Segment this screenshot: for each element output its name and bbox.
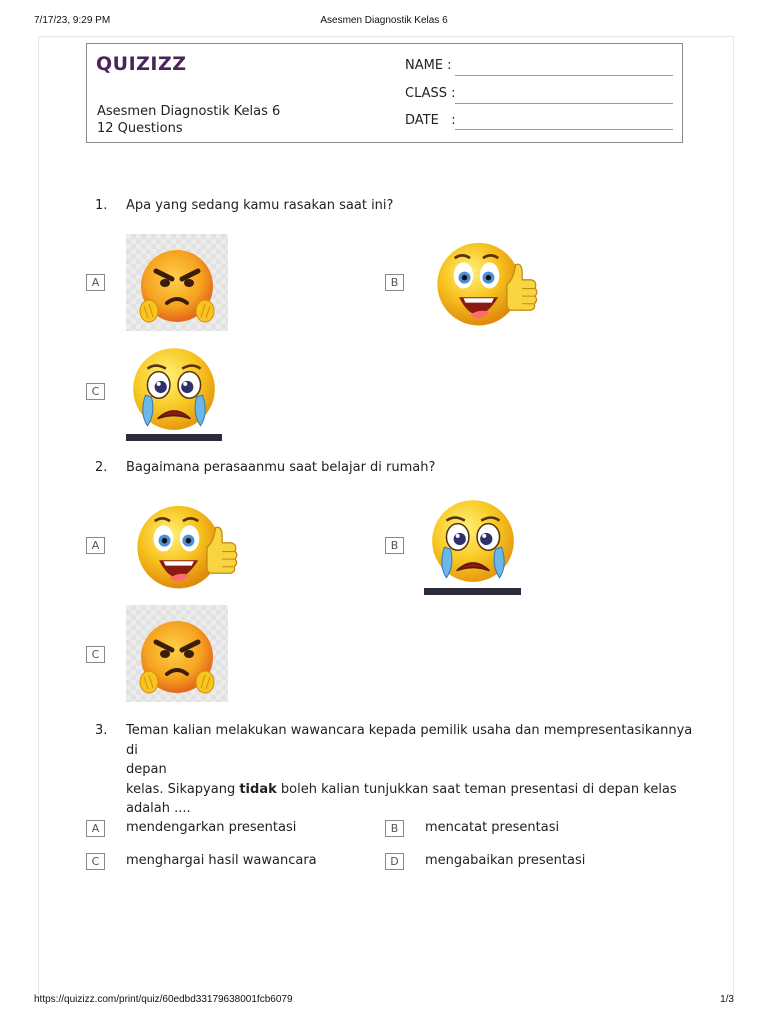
q3-option-c-text[interactable]: menghargai hasil wawancara xyxy=(126,853,317,868)
question-3-line-4: adalah .... xyxy=(126,801,191,816)
q2-option-b-box[interactable]: B xyxy=(385,537,404,554)
question-count: 12 Questions xyxy=(97,121,183,136)
print-document-title: Asesmen Diagnostik Kelas 6 xyxy=(320,15,448,26)
question-1-text: Apa yang sedang kamu rasakan saat ini? xyxy=(126,198,394,213)
image-credit-bar xyxy=(424,588,521,595)
q3-option-d-box[interactable]: D xyxy=(385,853,404,870)
name-label: NAME : xyxy=(405,58,452,73)
crying-face-icon[interactable] xyxy=(125,342,223,434)
quiz-header xyxy=(86,43,683,143)
happy-thumbs-up-icon[interactable] xyxy=(424,232,542,332)
quiz-title: Asesmen Diagnostik Kelas 6 xyxy=(97,104,281,119)
question-3-line-3-pre: kelas. Sikapyang xyxy=(126,781,240,797)
q3-option-b-text[interactable]: mencatat presentasi xyxy=(425,820,560,835)
class-line[interactable] xyxy=(455,103,673,104)
q3-option-a-box[interactable]: A xyxy=(86,820,105,837)
happy-thumbs-up-icon[interactable] xyxy=(124,495,242,595)
quizizz-logo: QUIZIZZ xyxy=(96,53,187,75)
class-label: CLASS : xyxy=(405,86,456,101)
q2-option-a-box[interactable]: A xyxy=(86,537,105,554)
print-url[interactable]: https://quizizz.com/print/quiz/60edbd33179638001fcb6079 xyxy=(34,994,293,1005)
angry-face-icon[interactable] xyxy=(127,238,227,330)
print-datetime: 7/17/23, 9:29 PM xyxy=(34,15,111,26)
q1-option-a-box[interactable]: A xyxy=(86,274,105,291)
question-3-line-3-post: boleh kalian tunjukkan saat teman presentasi di depan kelas xyxy=(276,781,677,797)
date-line[interactable] xyxy=(455,129,673,130)
question-3-line-2: depan xyxy=(126,762,167,777)
q2-option-c-box[interactable]: C xyxy=(86,646,105,663)
date-label: DATE : xyxy=(405,113,456,128)
question-3-line-3 xyxy=(126,780,696,800)
question-2-number: 2. xyxy=(95,460,108,475)
question-3-emphasis: tidak xyxy=(239,781,277,797)
question-3-text xyxy=(126,721,696,819)
q3-option-d-text[interactable]: mengabaikan presentasi xyxy=(425,853,586,868)
print-page-number: 1/3 xyxy=(720,994,734,1005)
question-2-text: Bagaimana perasaanmu saat belajar di rumah? xyxy=(126,460,436,475)
question-1-number: 1. xyxy=(95,198,108,213)
crying-face-icon[interactable] xyxy=(424,494,522,586)
name-line[interactable] xyxy=(455,75,673,76)
angry-face-icon[interactable] xyxy=(127,609,227,701)
question-3-number: 3. xyxy=(95,723,108,738)
question-3-line-1: Teman kalian melakukan wawancara kepada pemilik usaha dan mempresentasikannya di xyxy=(126,723,693,758)
q3-option-c-box[interactable]: C xyxy=(86,853,105,870)
q1-option-c-box[interactable]: C xyxy=(86,383,105,400)
q3-option-b-box[interactable]: B xyxy=(385,820,404,837)
q3-option-a-text[interactable]: mendengarkan presentasi xyxy=(126,820,297,835)
image-credit-bar xyxy=(126,434,222,441)
q1-option-b-box[interactable]: B xyxy=(385,274,404,291)
